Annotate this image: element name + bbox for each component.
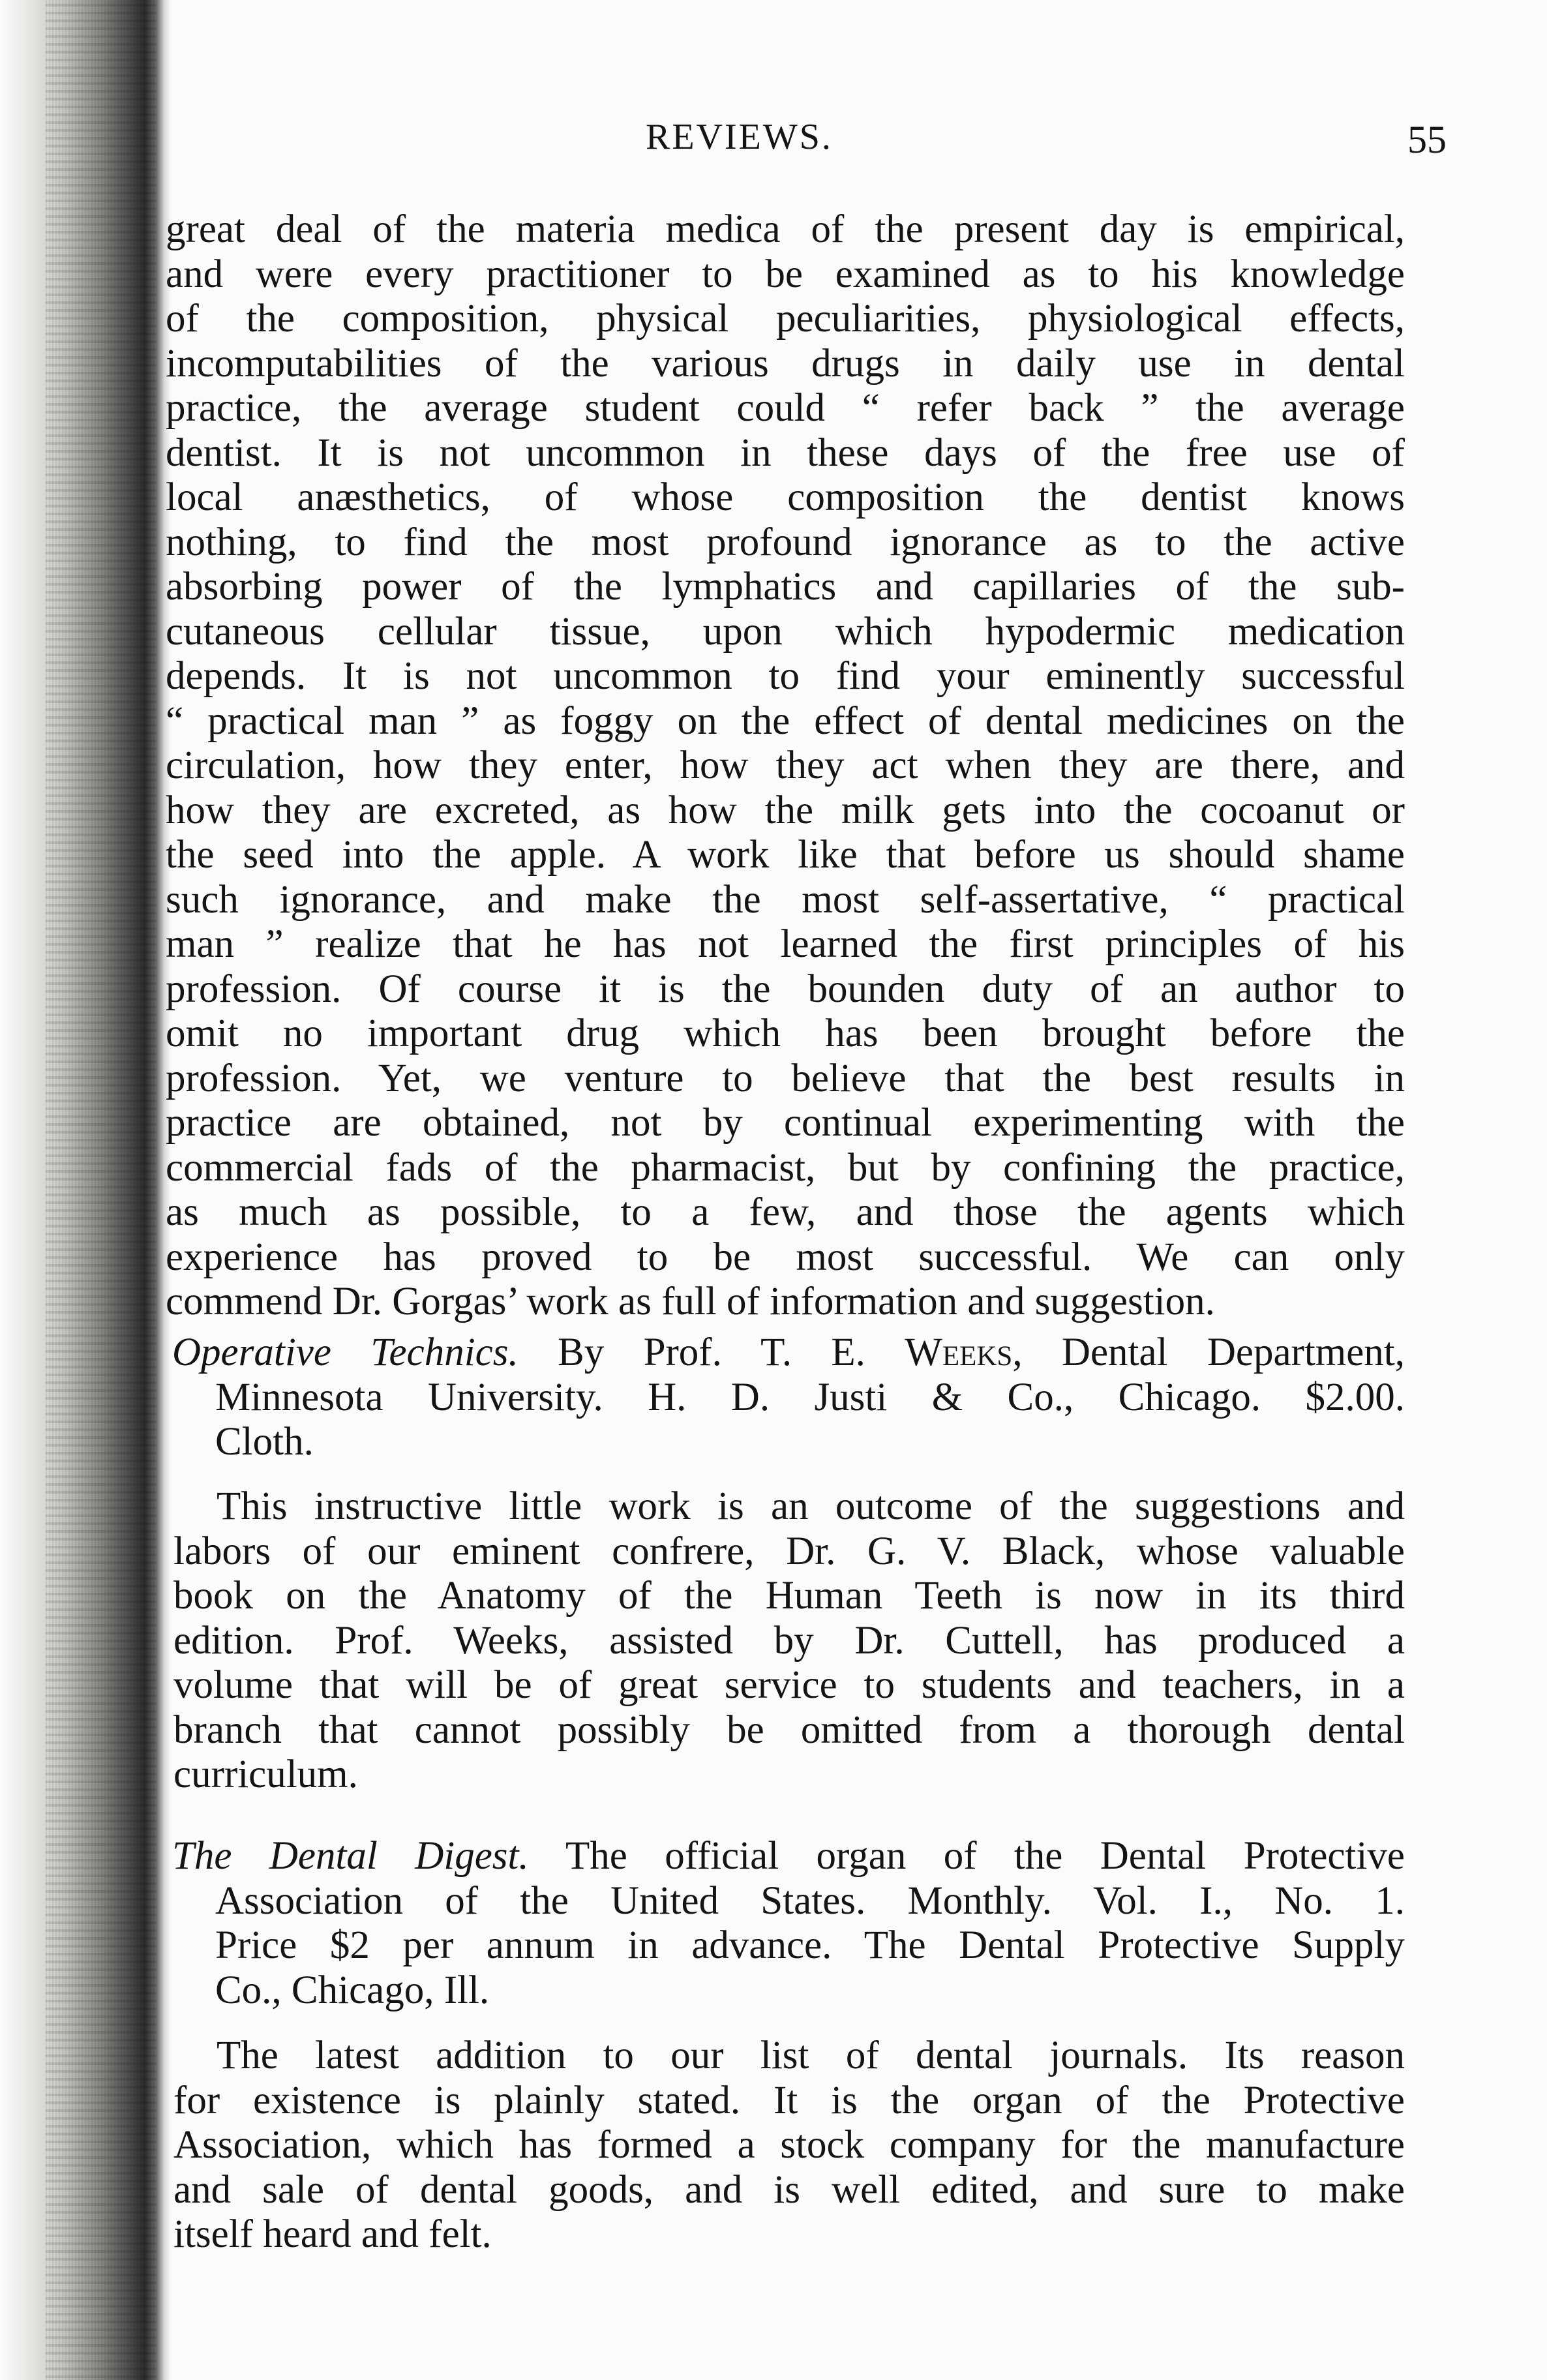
text-line: dentist. It is not uncommon in these days of the free use of [166, 430, 1405, 475]
text-line: volume that will be of great service to students and teachers, in a [173, 1663, 1405, 1707]
citation-line: Association of the United States. Monthly. Vol. I., No. 1. [215, 1878, 1405, 1923]
citation-text: The official organ of the Dental Protective [528, 1834, 1405, 1878]
review-body-dental-digest [173, 2034, 1405, 2257]
text-line: cutaneous cellular tissue, upon which hypodermic medication [166, 609, 1405, 654]
text-line: depends. It is not uncommon to find your eminently successful [166, 654, 1405, 698]
text-line: profession. Of course it is the bounden duty of an author to [166, 967, 1405, 1011]
text-line: of the composition, physical peculiarities, physiological effects, [166, 297, 1405, 340]
text-line: and sale of dental goods, and is well edited, and sure to make [173, 2167, 1405, 2212]
text-line: practice are obtained, not by continual experimenting with the [166, 1101, 1405, 1145]
page-number: 55 [1407, 118, 1447, 161]
running-title: REVIEWS. [646, 117, 833, 157]
text-line: man ” realize that he has not learned the first principles of his [166, 922, 1405, 966]
text-line: such ignorance, and make the most self-assertative, “ practical [166, 877, 1405, 922]
text-line: profession. Yet, we venture to believe that the best results in [166, 1056, 1405, 1100]
text-line: experience has proved to be most successful. We can only [166, 1235, 1405, 1279]
binding-gutter-texture [46, 0, 157, 2380]
text-line: labors of our eminent confrere, Dr. G. V. Black, whose valuable [173, 1529, 1405, 1573]
author-name: Weeks [905, 1331, 1013, 1374]
citation-text: , Dental Department, [1012, 1331, 1405, 1374]
text-line: “ practical man ” as foggy on the effect of dental medicines on the [166, 699, 1405, 743]
text-line: as much as possible, to a few, and those the agents which [166, 1190, 1405, 1234]
citation-text: By Prof. T. E. [518, 1331, 905, 1374]
text-line: absorbing power of the lymphatics and capillaries of the sub- [166, 565, 1405, 609]
running-head [163, 116, 1447, 162]
citation-line: Price $2 per annum in advance. The Dental Protective Supply [215, 1923, 1405, 1967]
citation-line: Cloth. [215, 1420, 314, 1464]
book-title: Operative Technics. [172, 1331, 518, 1374]
citation-line: Minnesota University. H. D. Justi & Co., Chicago. $2.00. [215, 1375, 1405, 1419]
text-line: and were every practitioner to be examined as to his knowledge [166, 252, 1405, 296]
text-line: the seed into the apple. A work like that before us should shame [166, 833, 1405, 877]
review-citation-operative-technics [172, 1331, 1405, 1465]
text-line: This instructive little work is an outcome of the suggestions and [217, 1484, 1405, 1528]
text-line: omit no important drug which has been brought before the [166, 1012, 1405, 1055]
text-line: itself heard and felt. [173, 2212, 492, 2256]
journal-title: The Dental Digest. [172, 1834, 529, 1878]
text-line: circulation, how they enter, how they act when they are there, and [166, 744, 1405, 787]
text-line: The latest addition to our list of dental journals. Its reason [217, 2034, 1405, 2077]
text-line: commercial fads of the pharmacist, but by confining the practice, [166, 1145, 1405, 1190]
text-line: book on the Anatomy of the Human Teeth is now in its third [173, 1574, 1405, 1618]
citation-line [172, 1834, 1405, 1879]
text-line: how they are excreted, as how the milk gets into the cocoanut or [166, 788, 1405, 832]
text-line: edition. Prof. Weeks, assisted by Dr. Cuttell, has produced a [173, 1618, 1405, 1663]
review-body-operative-technics [173, 1484, 1405, 1798]
text-line: incomputabilities of the various drugs in daily use in dental [166, 341, 1405, 385]
text-line: curriculum. [173, 1753, 358, 1796]
text-line: branch that cannot possibly be omitted from a thorough dental [173, 1708, 1405, 1752]
book-page [163, 0, 1547, 2380]
text-line: for existence is plainly stated. It is the organ of the Protective [173, 2078, 1405, 2122]
continuation-paragraph [166, 207, 1405, 1325]
text-line: local anæsthetics, of whose composition the dentist knows [166, 475, 1405, 519]
text-line: Association, which has formed a stock company for the manufacture [173, 2123, 1405, 2167]
text-line: commend Dr. Gorgas’ work as full of information and suggestion. [166, 1280, 1215, 1323]
text-line: great deal of the materia medica of the present day is empirical, [166, 207, 1405, 251]
text-line: nothing, to find the most profound ignorance as to the active [166, 520, 1405, 564]
text-line: practice, the average student could “ refer back ” the average [166, 386, 1405, 430]
citation-line [172, 1331, 1405, 1376]
review-citation-dental-digest [172, 1834, 1405, 2013]
citation-line: Co., Chicago, Ill. [215, 1968, 490, 2012]
